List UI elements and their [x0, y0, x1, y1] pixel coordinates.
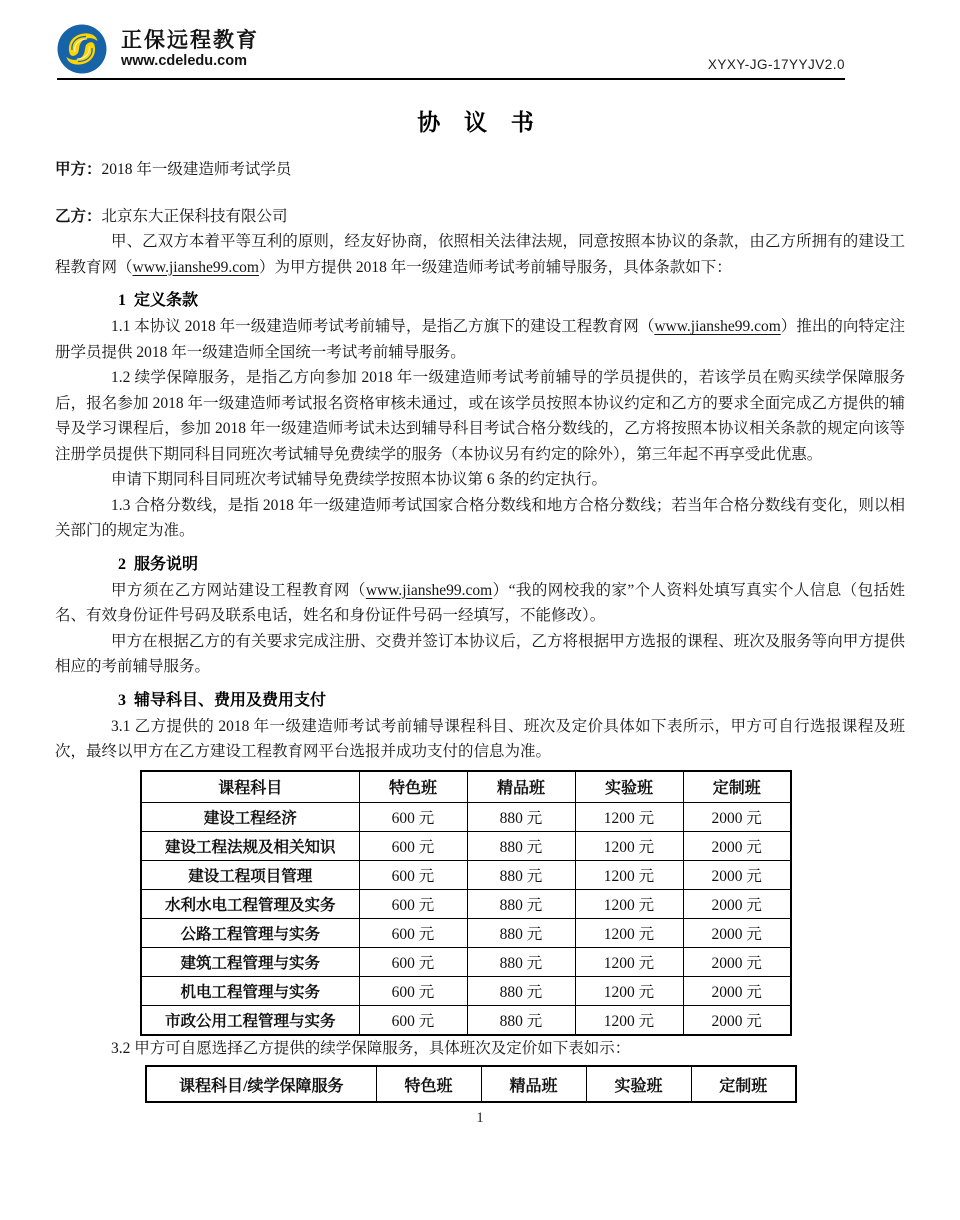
guarantee-fee-table [145, 1065, 797, 1103]
price-cell: 600 元 [359, 976, 467, 1005]
document-title: 协 议 书 [417, 110, 543, 135]
column-header: 定制班 [683, 771, 791, 803]
column-header: 实验班 [586, 1066, 691, 1102]
column-header: 课程科目 [141, 771, 359, 803]
price-cell: 600 元 [359, 831, 467, 860]
section-1-heading: 1 定义条款 [118, 292, 199, 309]
table-header-row [141, 771, 791, 803]
column-header: 定制班 [691, 1066, 796, 1102]
table-row [141, 831, 791, 860]
table-row [141, 976, 791, 1005]
jianshe99-link: www.jianshe99.com [365, 581, 493, 599]
column-header: 特色班 [359, 771, 467, 803]
jianshe99-link: www.jianshe99.com [654, 318, 781, 335]
party-b-value: 北京东大正保科技有限公司 [101, 208, 288, 225]
price-cell: 1200 元 [575, 918, 683, 947]
price-cell: 880 元 [467, 831, 575, 860]
party-b-label: 乙方： [55, 208, 102, 225]
party-a-value: 2018 年一级建造师考试学员 [101, 161, 292, 178]
price-cell: 600 元 [359, 889, 467, 918]
table-row [141, 802, 791, 831]
course-name: 建筑工程管理与实务 [141, 947, 359, 976]
clause-1-3: 1.3 合格分数线，是指 2018 年一级建造师考试国家合格分数线和地方合格分数线；若当年合格分数线有变化，则以相关部门的规定为准。 [55, 496, 905, 539]
clause-2-1-text: 甲方须在乙方网站建设工程教育网（ [111, 581, 366, 599]
price-cell: 880 元 [467, 889, 575, 918]
price-cell: 880 元 [467, 947, 575, 976]
intro-text: ）为甲方提供 2018 年一级建造师考试考前辅导服务，具体条款如下： [258, 258, 732, 276]
column-header: 实验班 [575, 771, 683, 803]
page-number: 1 [476, 1110, 484, 1126]
course-name: 建设工程经济 [141, 802, 359, 831]
price-cell: 2000 元 [683, 860, 791, 889]
party-b-line [55, 204, 905, 229]
clause-1-1-text: 1.1 本协议 2018 年一级建造师考试考前辅导，是指乙方旗下的建设工程教育网（ [111, 318, 655, 335]
price-cell: 1200 元 [575, 889, 683, 918]
price-cell: 600 元 [359, 860, 467, 889]
price-cell: 880 元 [467, 976, 575, 1005]
course-name: 机电工程管理与实务 [141, 976, 359, 1005]
clause-1-2: 1.2 续学保障服务，是指乙方向参加 2018 年一级建造师考试考前辅导的学员提供的，若该学员在购买续学保障服务后，报名参加 2018 年一级建造师考试报名资格审核未通过，或在该学员按照本协议约定和乙方的要求全面完成乙方提供的辅导及学习课程后，参加 2018 年一级建造师考试未达到辅导科目考试合格分数线的，乙方将按照本协议相关条款的规定向该等注册学员提供下期同科目同班次考试辅导免费续学的服务（本协议另有约定的除外），第三年起不再享受此优惠。 [55, 369, 905, 463]
price-cell: 2000 元 [683, 1005, 791, 1035]
table-row [141, 889, 791, 918]
intro-paragraph [55, 229, 905, 280]
clause-1-1-text: ）推出的向特定注册学员提供 2018 年一级建造师全国统一考试考前辅导服务。 [55, 318, 905, 361]
price-cell: 1200 元 [575, 802, 683, 831]
header-divider [57, 78, 845, 80]
table-row [141, 1005, 791, 1035]
price-cell: 1200 元 [575, 860, 683, 889]
price-cell: 2000 元 [683, 947, 791, 976]
brand-name: 正保远程教育 [121, 28, 259, 52]
clause-3-1: 3.1 乙方提供的 2018 年一级建造师考试考前辅导课程科目、班次及定价具体如下表所示，甲方可自行选报课程及班次，最终以甲方在乙方建设工程教育网平台选报并成功支付的信息为准。 [55, 717, 905, 760]
section-3-heading: 3 辅导科目、费用及费用支付 [118, 691, 327, 709]
column-header: 精品班 [481, 1066, 586, 1102]
clause-3-2: 3.2 甲方可自愿选择乙方提供的续学保障服务，具体班次及定价如下表如示： [111, 1039, 631, 1057]
table-row [141, 947, 791, 976]
course-name: 建设工程项目管理 [141, 860, 359, 889]
column-header: 特色班 [376, 1066, 481, 1102]
intro-text: 甲、乙双方本着平等互利的原则，经友好协商，依照相关法律法规，同意按照本协议的条款，由乙方所拥有的建设工程教育网（ [55, 233, 905, 276]
party-a-line [55, 157, 905, 182]
price-cell: 1200 元 [575, 1005, 683, 1035]
course-name: 水利水电工程管理及实务 [141, 889, 359, 918]
clause-2-1 [55, 578, 905, 629]
section-2-heading: 2 服务说明 [118, 555, 199, 573]
course-fee-table [140, 770, 792, 1036]
price-cell: 600 元 [359, 947, 467, 976]
price-cell: 880 元 [467, 802, 575, 831]
course-name: 公路工程管理与实务 [141, 918, 359, 947]
price-cell: 2000 元 [683, 831, 791, 860]
document-content [0, 104, 960, 1127]
price-cell: 2000 元 [683, 976, 791, 1005]
price-cell: 1200 元 [575, 976, 683, 1005]
course-name: 市政公用工程管理与实务 [141, 1005, 359, 1035]
brand-logo-swirl-icon [57, 24, 107, 74]
column-header: 课程科目/续学保障服务 [146, 1066, 376, 1102]
clause-1-1 [55, 314, 905, 365]
price-cell: 880 元 [467, 860, 575, 889]
price-cell: 600 元 [359, 1005, 467, 1035]
brand-text [121, 29, 259, 70]
price-cell: 1200 元 [575, 831, 683, 860]
brand-website: www.cdeledu.com [121, 52, 247, 69]
price-cell: 2000 元 [683, 889, 791, 918]
clause-2-2: 甲方在根据乙方的有关要求完成注册、交费并签订本协议后，乙方将根据甲方选报的课程、班次及服务等向甲方提供相应的考前辅导服务。 [55, 632, 905, 675]
price-cell: 1200 元 [575, 947, 683, 976]
header [0, 0, 960, 78]
party-a-label: 甲方： [55, 161, 102, 178]
table-row [141, 918, 791, 947]
column-header: 精品班 [467, 771, 575, 803]
jianshe99-link: www.jianshe99.com [132, 258, 259, 276]
brand [57, 24, 259, 74]
clause-1-2-note: 申请下期同科目同班次考试辅导免费续学按照本协议第 6 条的约定执行。 [111, 471, 608, 488]
course-name: 建设工程法规及相关知识 [141, 831, 359, 860]
document-number: XYXY-JG-17YYJV2.0 [707, 57, 845, 72]
table-row [141, 860, 791, 889]
price-cell: 600 元 [359, 918, 467, 947]
price-cell: 600 元 [359, 802, 467, 831]
price-cell: 880 元 [467, 1005, 575, 1035]
table-header-row [146, 1066, 796, 1102]
price-cell: 2000 元 [683, 918, 791, 947]
clause-2-1-text: ）“我的网校我的家”个人资料处填写真实个人信息（包括姓名、有效身份证件号码及联系电话，姓名和身份证件号码一经填写，不能修改）。 [55, 581, 905, 624]
price-cell: 2000 元 [683, 802, 791, 831]
price-cell: 880 元 [467, 918, 575, 947]
